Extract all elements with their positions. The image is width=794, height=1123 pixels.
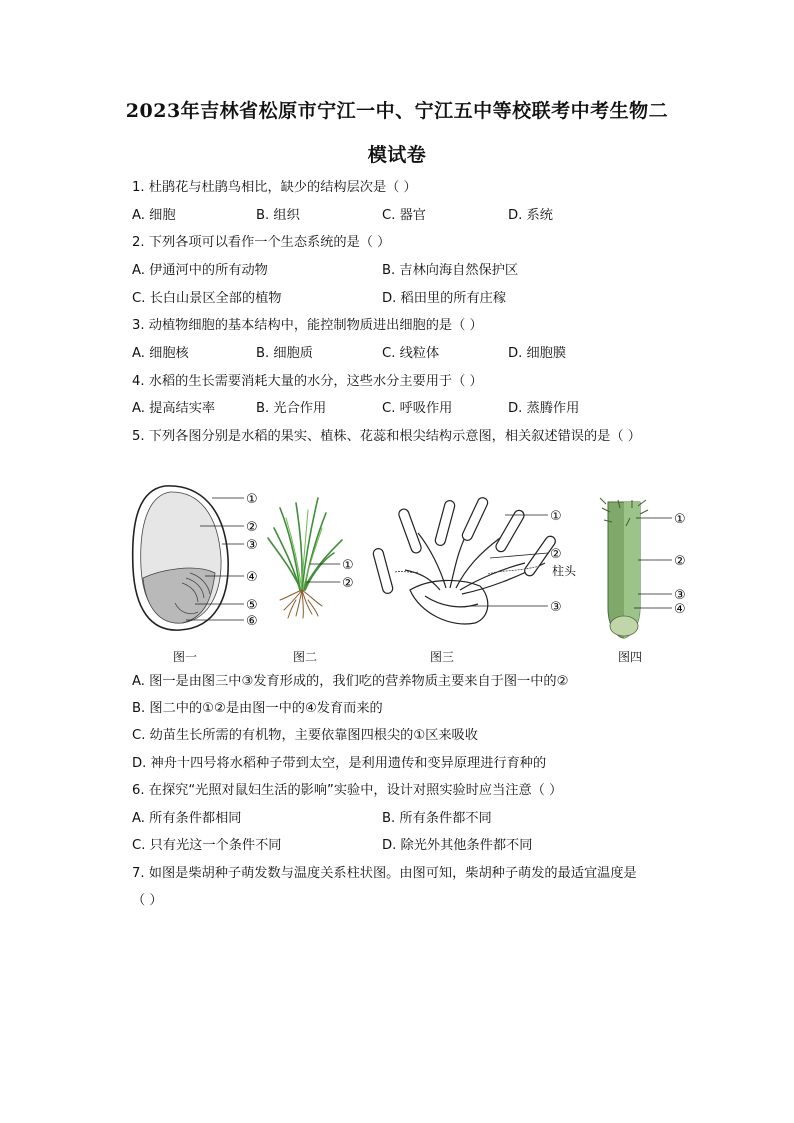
q6-option-a: A. 所有条件都相同 bbox=[132, 811, 242, 826]
fig4-mark-4: ④ bbox=[674, 602, 686, 617]
q6-option-b: B. 所有条件都不同 bbox=[382, 811, 492, 826]
fig1-mark-1: ① bbox=[246, 492, 258, 507]
q4-option-d: D. 蒸腾作用 bbox=[508, 401, 580, 416]
figure-2-caption: 图二 bbox=[293, 650, 318, 664]
figure-1-caption: 图一 bbox=[173, 650, 198, 664]
q4-option-c: C. 呼吸作用 bbox=[382, 401, 453, 416]
fig1-mark-6: ⑥ bbox=[246, 614, 258, 629]
question-1-stem: 1. 杜鹃花与杜鹃鸟相比，缺少的结构层次是（ ） bbox=[132, 180, 417, 195]
q6-option-c: C. 只有光这一个条件不同 bbox=[132, 838, 282, 853]
q5-option-b: B. 图二中的①②是由图一中的④发育而来的 bbox=[132, 701, 383, 716]
figure-1-rice-grain bbox=[133, 486, 258, 630]
q1-option-c: C. 器官 bbox=[382, 208, 426, 223]
q2-option-c: C. 长白山景区全部的植物 bbox=[132, 291, 282, 306]
figure-4-root-tip bbox=[600, 498, 686, 638]
q2-option-d: D. 稻田里的所有庄稼 bbox=[382, 291, 507, 306]
q3-option-c: C. 线粒体 bbox=[382, 346, 440, 361]
q6-option-d: D. 除光外其他条件都不同 bbox=[382, 838, 533, 853]
exam-title-line1: 2023年吉林省松原市宁江一中、宁江五中等校联考中考生物二 bbox=[125, 100, 669, 122]
q5-option-a: A. 图一是由图三中③发育形成的，我们吃的营养物质主要来自于图一中的② bbox=[132, 674, 569, 689]
q5-option-d: D. 神舟十四号将水稻种子带到太空，是利用遗传和变异原理进行育种的 bbox=[132, 756, 547, 771]
q1-option-d: D. 系统 bbox=[508, 208, 553, 223]
q4-option-a: A. 提高结实率 bbox=[132, 401, 216, 416]
question-7-stem: 7. 如图是柴胡种子萌发数与温度关系柱状图。由图可知，柴胡种子萌发的最适宜温度是 bbox=[132, 866, 637, 881]
q2-option-a: A. 伊通河中的所有动物 bbox=[132, 263, 268, 278]
figure-4-caption: 图四 bbox=[618, 650, 643, 664]
figure-3-caption: 图三 bbox=[430, 650, 455, 664]
q1-option-a: A. 细胞 bbox=[132, 208, 176, 223]
fig3-mark-3: ③ bbox=[550, 600, 562, 615]
fig3-mark-2: ② bbox=[550, 547, 562, 562]
figure-2-rice-plant bbox=[268, 498, 354, 618]
fig1-mark-3: ③ bbox=[246, 538, 258, 553]
question-6-stem: 6. 在探究“光照对鼠妇生活的影响”实验中，设计对照实验时应当注意（ ） bbox=[132, 783, 563, 798]
fig3-mark-1: ① bbox=[550, 509, 562, 524]
q2-option-b: B. 吉林向海自然保护区 bbox=[382, 263, 519, 278]
fig3-stigma-label: 柱头 bbox=[552, 564, 577, 578]
exam-title-line2: 模试卷 bbox=[367, 144, 427, 166]
fig1-mark-4: ④ bbox=[246, 570, 258, 585]
q3-option-d: D. 细胞膜 bbox=[508, 346, 567, 361]
fig1-mark-5: ⑤ bbox=[246, 598, 258, 613]
figure-3-rice-flower bbox=[372, 496, 577, 624]
fig1-mark-2: ② bbox=[246, 520, 258, 535]
q3-option-b: B. 细胞质 bbox=[256, 346, 313, 361]
rice-structure-figure bbox=[0, 478, 794, 678]
fig2-mark-2: ② bbox=[342, 576, 354, 591]
q4-option-b: B. 光合作用 bbox=[256, 401, 327, 416]
fig2-mark-1: ① bbox=[342, 558, 354, 573]
q5-option-c: C. 幼苗生长所需的有机物，主要依靠图四根尖的①区来吸收 bbox=[132, 728, 478, 743]
fig4-mark-2: ② bbox=[674, 554, 686, 569]
question-5-stem: 5. 下列各图分别是水稻的果实、植株、花蕊和根尖结构示意图，相关叙述错误的是（ ） bbox=[132, 429, 641, 444]
question-2-stem: 2. 下列各项可以看作一个生态系统的是（ ） bbox=[132, 235, 391, 250]
question-7-stem-continued: （ ） bbox=[132, 893, 163, 908]
question-3-stem: 3. 动植物细胞的基本结构中，能控制物质进出细胞的是（ ） bbox=[132, 318, 483, 333]
q3-option-a: A. 细胞核 bbox=[132, 346, 189, 361]
fig4-mark-3: ③ bbox=[674, 588, 686, 603]
question-4-stem: 4. 水稻的生长需要消耗大量的水分，这些水分主要用于（ ） bbox=[132, 374, 483, 389]
fig4-mark-1: ① bbox=[674, 512, 686, 527]
q1-option-b: B. 组织 bbox=[256, 208, 300, 223]
